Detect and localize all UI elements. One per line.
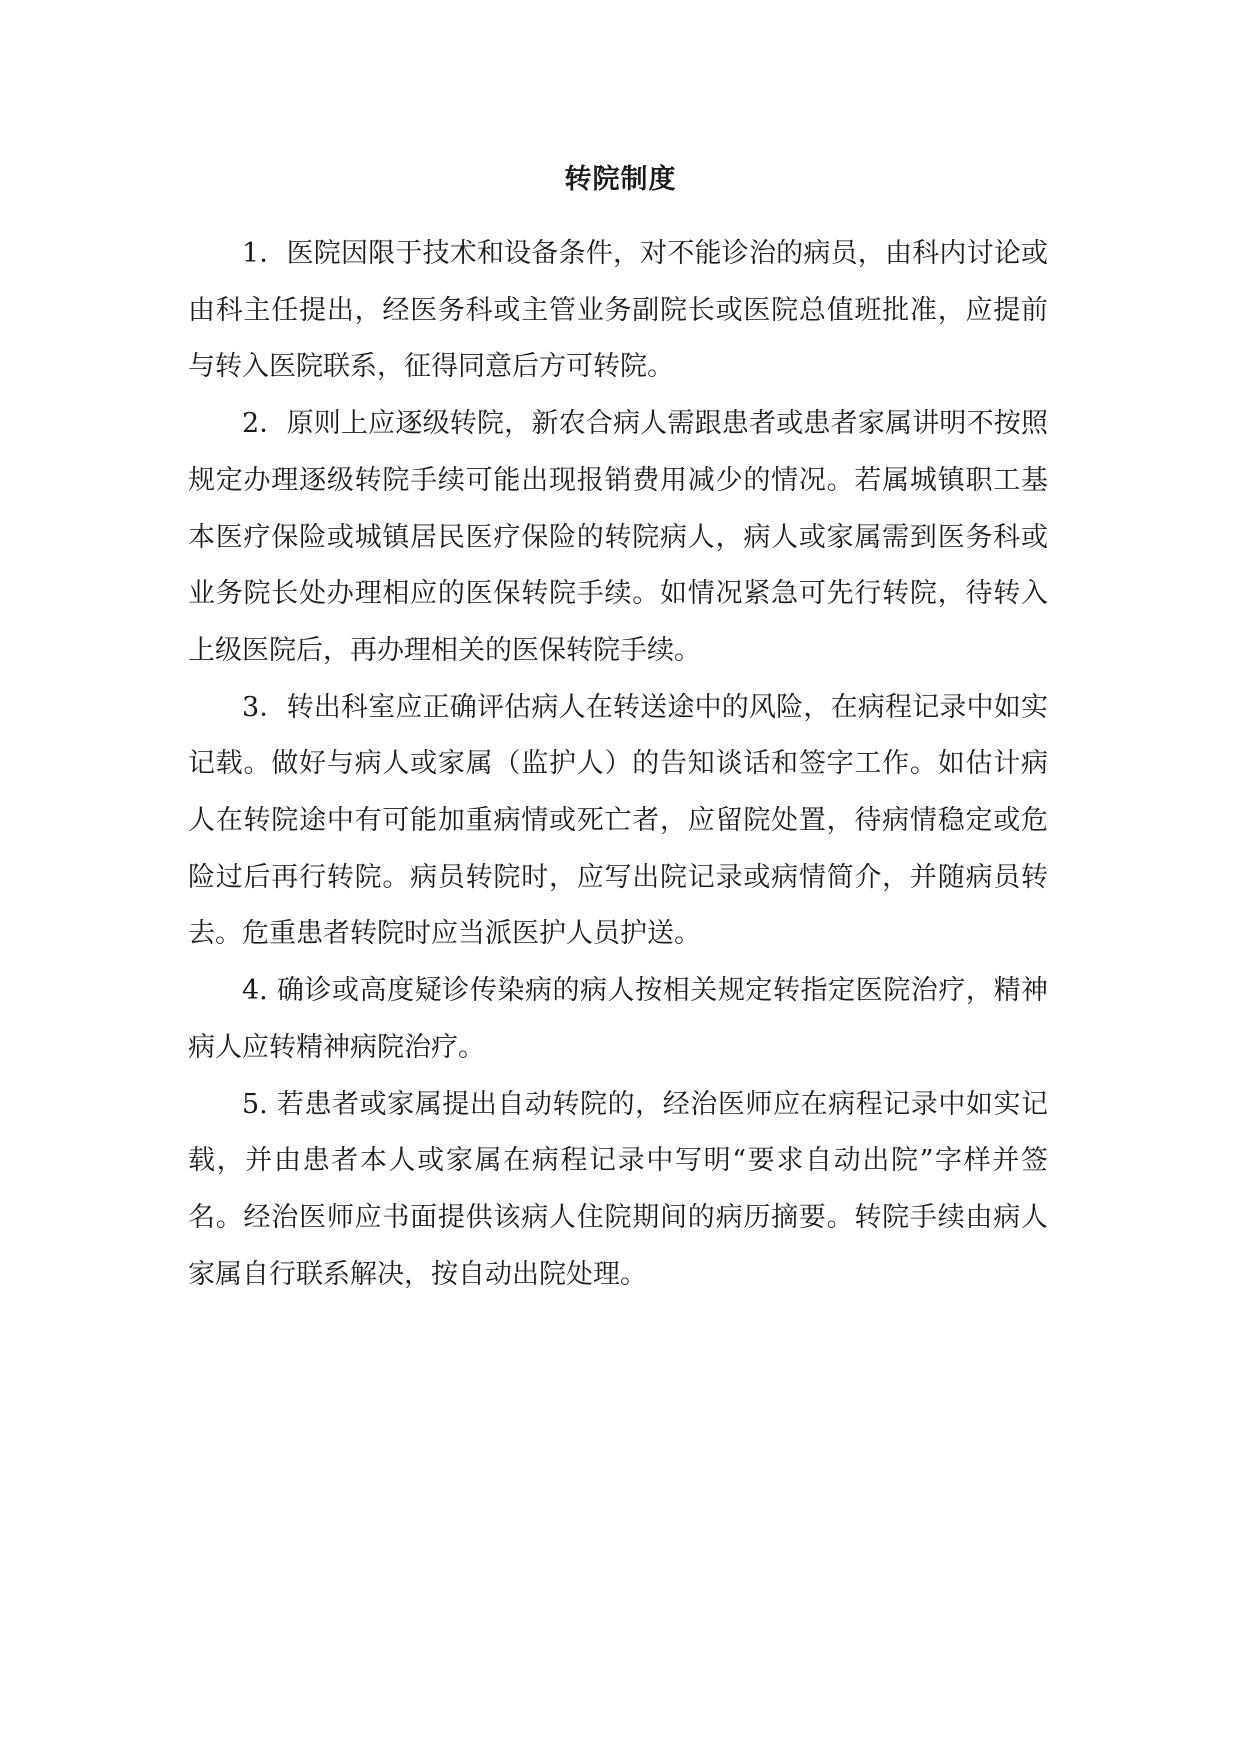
paragraph-1: 1．医院因限于技术和设备条件，对不能诊治的病员，由科内讨论或由科主任提出，经医务科或主管业务副院长或医院总值班批准，应提前与转入医院联系，征得同意后方可转院。 xyxy=(188,238,1048,383)
document-body xyxy=(188,226,1048,1303)
paragraph-4: 4. 确诊或高度疑诊传染病的病人按相关规定转指定医院治疗，精神病人应转精神病院治疗。 xyxy=(188,975,1048,1063)
paragraph-2: 2．原则上应逐级转院，新农合病人需跟患者或患者家属讲明不按照规定办理逐级转院手续可能出现报销费用减少的情况。若属城镇职工基本医疗保险或城镇居民医疗保险的转院病人，病人或家属需到医务科或业务院长处办理相应的医保转院手续。如情况紧急可先行转院，待转入上级医院后，再办理相关的医保转院手续。 xyxy=(188,408,1048,666)
paragraph-3: 3．转出科室应正确评估病人在转送途中的风险，在病程记录中如实记载。做好与病人或家属（监护人）的告知谈话和签字工作。如估计病人在转院途中有可能加重病情或死亡者，应留院处置，待病情稳定或危险过后再行转院。病员转院时，应写出院记录或病情简介，并随病员转去。危重患者转院时应当派医护人员护送。 xyxy=(188,691,1048,950)
paragraph-5: 5. 若患者或家属提出自动转院的，经治医师应在病程记录中如实记载，并由患者本人或家属在病程记录中写明“要求自动出院”字样并签名。经治医师应书面提供该病人住院期间的病历摘要。转院手续由病人家属自行联系解决，按自动出院处理。 xyxy=(188,1088,1048,1290)
document-title: 转院制度 xyxy=(564,164,677,195)
